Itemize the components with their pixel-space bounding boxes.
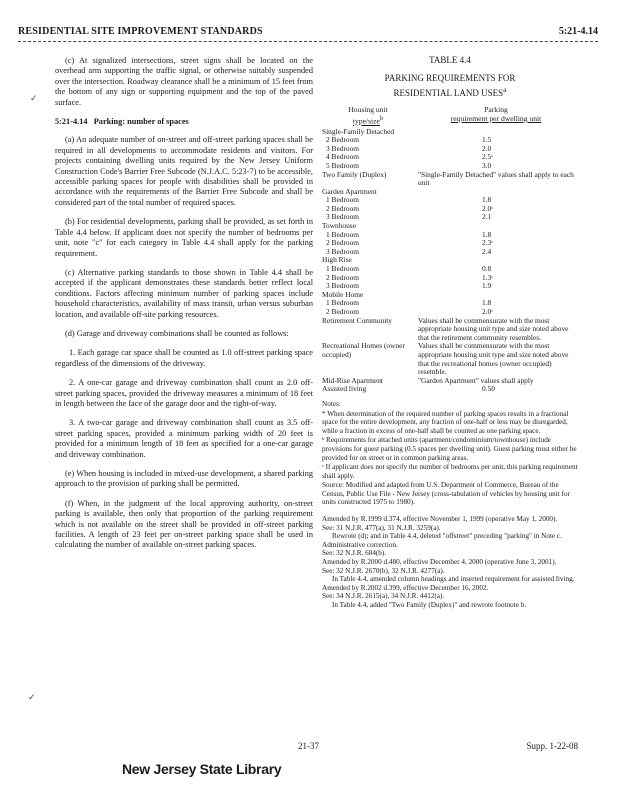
amendment-line: Amended by R.2000 d.480, effective December 4, 2000 (operative June 3, 2001).	[322, 558, 557, 567]
table-row	[322, 196, 578, 205]
parking-value-cell: 2.0ᶜ	[482, 307, 494, 316]
housing-type-cell: Recreational Homes (owner occupied)	[322, 341, 405, 359]
amendment-line: Administrative correction.	[322, 540, 398, 549]
margin-check-mark-icon: ✓	[28, 693, 36, 703]
supplement-date: Supp. 1-22-08	[526, 741, 578, 751]
housing-type-cell: 1 Bedroom	[326, 229, 360, 239]
table-title-line1: PARKING REQUIREMENTS FOR	[384, 73, 516, 83]
amendment-line: See: 32 N.J.R. 684(b).	[322, 549, 387, 558]
amendment-line: In Table 4.4, amended column headings and inserted requirement for assisted living.	[332, 575, 575, 584]
parking-value-cell: 1.5	[482, 135, 492, 145]
table-number: TABLE 4.4	[429, 55, 471, 65]
table-title	[322, 73, 578, 99]
parking-value-cell: Values shall be commensurate with the most appropriate housing unit type and size noted above that the retirement community resembles.	[418, 315, 569, 342]
amendment-line: Amended by R.1999 d.374, effective November 1, 1999 (operative May 1, 2000).	[322, 515, 558, 524]
table-row	[322, 231, 578, 240]
note-fraction: * When determination of the required number of parking spaces results in a fractional space for the entire development, any fraction of one-half or less may be disregarded, while a fraction in excess of one-half shall be counted as one parking space.	[322, 409, 569, 435]
amendment-line: See: 32 N.J.R. 2670(b), 32 N.J.R. 4277(a).	[322, 566, 445, 575]
amendment-line: See: 31 N.J.R. 477(a), 31 N.J.R. 3259(a).	[322, 523, 441, 532]
housing-type-cell: 4 Bedroom	[326, 152, 360, 162]
housing-type-cell: High Rise	[322, 255, 352, 265]
header-section-number: 5:21-4.14	[558, 26, 598, 37]
parking-value-cell: 1.9	[482, 281, 492, 291]
table-row	[322, 265, 578, 274]
paragraph-d: (d) Garage and driveway combinations shall be counted as follows:	[65, 328, 289, 338]
table-source: Source: Modified and adapted from U.S. Department of Commerce, Bureau of the Census, Public Use File - New Jersey (cross-tabulation of vehicles by housing unit for units constructed 1975 to 1980).	[322, 481, 570, 507]
parking-value-cell: 2.1	[482, 212, 492, 222]
amendment-line: See: 34 N.J.R. 2615(a), 34 N.J.R. 4412(a).	[322, 592, 445, 601]
table-row	[322, 342, 578, 376]
table-title-line2: RESIDENTIAL LAND USES	[393, 88, 504, 98]
notes-label: Notes:	[322, 399, 341, 408]
parking-value-cell	[418, 291, 578, 300]
housing-type-cell: Single-Family Detached	[322, 126, 395, 136]
paragraph-c-signals: (c) At signalized intersections, street signs shall be located on the overhead arm supporting the traffic signal, or otherwise suitably suspended over the intersection. Roadway clearance shall be a minimum of 15 feet from the bottom of any sign or supporting equipment and the top of the paved surface.	[55, 56, 313, 107]
housing-type-cell: 3 Bedroom	[326, 212, 360, 222]
paragraph-f: (f) When, in the judgment of the local approving authority, on-street parking is available, then only that proportion of the parking requirement which is not available on the street shall be provided in off-street parking facilities. A length of 23 feet per on-street parking space shall be used in calculating the number of available on-street parking spaces.	[55, 498, 313, 550]
margin-check-mark-icon: ✓	[30, 94, 38, 104]
column-header-housing-line1: Housing unit	[348, 105, 388, 114]
parking-value-cell: 2.4	[482, 246, 492, 256]
column-header-housing	[322, 105, 414, 126]
amendment-line: Rewrote (d); and in Table 4.4, deleted "offstreet" preceding "parking" in Note c.	[332, 532, 562, 541]
housing-type-cell: 3 Bedroom	[326, 281, 360, 291]
parking-value-cell: 2.3ᶜ	[482, 238, 494, 248]
paragraph-b: (b) For residential developments, parking shall be provided, as set forth in Table 4.4 below. If applicant does not specify the number of bedrooms per unit, note "c" for each category in Table 4.4 shall apply for the parking requirement.	[55, 217, 313, 258]
parking-value-cell	[418, 256, 578, 265]
column-header-housing-sup: b	[379, 115, 384, 122]
housing-type-cell: 3 Bedroom	[326, 246, 360, 256]
table-row	[322, 153, 578, 162]
table-row	[322, 256, 578, 265]
parking-value-cell: "Garden Apartment" values shall apply	[418, 375, 534, 385]
header-title: RESIDENTIAL SITE IMPROVEMENT STANDARDS	[18, 26, 263, 37]
parking-value-cell: "Single-Family Detached" values shall apply to each unit	[418, 169, 574, 188]
paragraph-c-alternative: (c) Alternative parking standards to those shown in Table 4.4 shall be accepted if the applicant demonstrates these standards better reflect local conditions. Factors affecting minimum number of parking spaces include household characteristics, availability of mass transit, urban versus suburban location, and available off-site parking resources.	[55, 267, 313, 319]
table-row	[322, 136, 578, 145]
housing-type-cell: 2 Bedroom	[326, 135, 360, 145]
housing-type-cell: 1 Bedroom	[326, 195, 360, 205]
section-title: Parking: number of spaces	[93, 117, 189, 127]
housing-type-cell: 2 Bedroom	[326, 272, 360, 282]
section-number: 5:21-4.14	[55, 117, 88, 127]
amendment-line: In Table 4.4, added "Two Family (Duplex)" and rewrote footnote b.	[332, 601, 527, 609]
housing-type-cell: 1 Bedroom	[326, 298, 360, 308]
table-row	[322, 385, 578, 394]
housing-type-cell: 2 Bedroom	[326, 238, 360, 248]
paragraph-e: (e) When housing is included in mixed-use development, a shared parking approach to the provision of parking shall be permitted.	[55, 469, 313, 489]
header-divider	[18, 41, 598, 42]
parking-value-cell: 3.0	[482, 160, 492, 170]
housing-type-cell: Retirement Community	[322, 315, 392, 325]
housing-type-cell: 2 Bedroom	[326, 307, 360, 316]
left-column	[55, 56, 313, 560]
column-header-parking	[414, 105, 578, 126]
table-notes	[322, 400, 578, 507]
paragraph-d3: 3. A two-car garage and driveway combination shall count as 3.5 off-street parking spaces, provided a minimum parking width of 20 feet is provided for a minimum length of 18 feet as specified for a one-car garage and driveway combination.	[55, 418, 313, 459]
right-column	[322, 56, 578, 610]
parking-value-cell: 1.8	[482, 298, 492, 308]
column-header-parking-line2: requirement per dwelling unit	[450, 114, 542, 123]
parking-value-cell: 1.8	[482, 195, 492, 205]
parking-value-cell	[418, 222, 578, 231]
parking-value-cell: 1.3ᶜ	[482, 272, 494, 282]
parking-value-cell: 1.8	[482, 229, 492, 239]
parking-value-cell: 2.5ᶜ	[482, 152, 494, 162]
parking-value-cell: 2.0ᶜ	[482, 203, 494, 213]
housing-type-cell: 1 Bedroom	[326, 264, 360, 274]
housing-type-cell: Townhouse	[322, 221, 356, 231]
library-stamp: New Jersey State Library	[122, 761, 282, 777]
section-heading	[55, 117, 313, 127]
table-row	[322, 248, 578, 257]
parking-value-cell	[418, 128, 578, 137]
note-b: ᵇ Requirements for attached units (apartment/condominium/townhouse) include provisions for guest parking (0.5 spaces per dwelling unit). Guest parking must either be provided for on street or in common parking areas.	[322, 436, 577, 462]
table-title-sup: a	[503, 85, 507, 94]
table-row	[322, 171, 578, 188]
parking-value-cell	[418, 188, 578, 197]
table-row	[322, 317, 578, 343]
column-header-parking-line1: Parking	[484, 105, 508, 114]
table-row	[322, 213, 578, 222]
parking-value-cell: Values shall be commensurate with the most appropriate housing unit type and size noted above that the recreational homes (owner occupied) resemble.	[418, 341, 569, 377]
amendment-history	[322, 515, 578, 610]
table-column-headers	[322, 105, 578, 126]
parking-value-cell: 0.50	[482, 384, 495, 394]
housing-type-cell: 5 Bedroom	[326, 160, 360, 170]
housing-type-cell: Assisted living	[322, 384, 367, 394]
table-row	[322, 128, 578, 137]
note-c: ᶜ If applicant does not specify the number of bedrooms per unit, this parking requirement shall apply.	[322, 463, 578, 480]
housing-type-cell: Two Family (Duplex)	[322, 169, 387, 179]
table-row	[322, 291, 578, 300]
parking-table	[322, 128, 578, 394]
housing-type-cell: Mid-Rise Apartment	[322, 375, 383, 385]
table-row	[322, 239, 578, 248]
page-number: 21-37	[298, 741, 319, 751]
table-row	[322, 222, 578, 231]
housing-type-cell: 2 Bedroom	[326, 203, 360, 213]
parking-value-cell: 0.8	[482, 264, 492, 274]
paragraph-a: (a) An adequate number of on-street and off-street parking spaces shall be required in all developments to accommodate residents and visitors. For projects containing dwelling units required by the New Jersey Uniform Construction Code's Barrier Free Subcode (N.J.A.C. 5:23-7) to be accessible, accessible parking spaces for people with disabilities shall be provided in accordance with the requirements of the Barrier Free Subcode and shall be considered part of the total number of required spaces.	[55, 135, 313, 207]
paragraph-d1: 1. Each garage car space shall be counted as 1.0 off-street parking space regardless of the dimensions of the driveway.	[55, 348, 313, 368]
paragraph-d2: 2. A one-car garage and driveway combination shall count as 2.0 off-street parking spaces, provided the driveway measures a minimum of 18 feet in length between the face of the garage door and the right-of-way.	[55, 378, 313, 408]
housing-type-cell: Mobile Home	[322, 289, 364, 299]
parking-value-cell: 2.0	[482, 143, 492, 153]
amendment-line: Amended by R.2002 d.399, effective December 16, 2002.	[322, 583, 489, 592]
table-row	[322, 274, 578, 283]
table-row	[322, 205, 578, 214]
table-row	[322, 145, 578, 154]
table-row	[322, 188, 578, 197]
housing-type-cell: 3 Bedroom	[326, 143, 360, 153]
running-header	[18, 26, 598, 40]
table-row	[322, 299, 578, 308]
column-header-housing-line2: type/size	[352, 116, 380, 126]
housing-type-cell: Garden Apartment	[322, 186, 377, 196]
